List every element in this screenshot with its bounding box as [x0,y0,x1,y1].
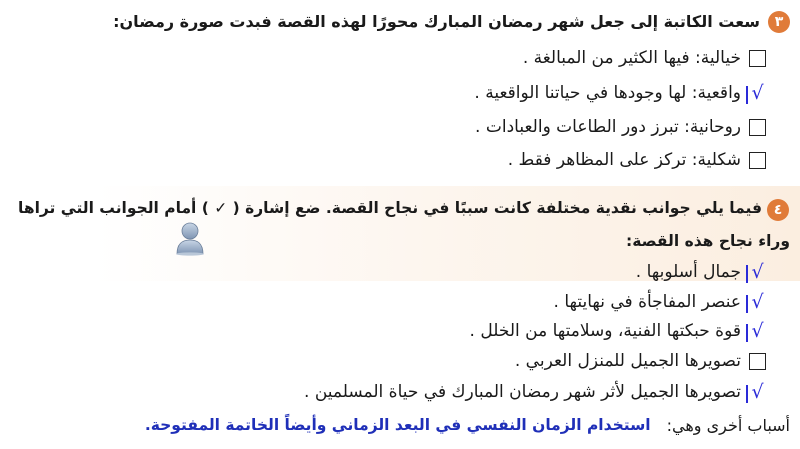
question-4-prompt-line-2: وراء نجاح هذه القصة: [626,232,790,250]
q4-option-3[interactable] [470,318,766,344]
checkmark-icon[interactable]: √ [749,84,766,103]
q4-option-4-label: تصويرها الجميل للمنزل العربي . [514,351,741,371]
q3-option-4-label: شكلية: تركز على المظاهر فقط . [507,150,741,170]
empty-checkbox-icon[interactable] [749,353,766,370]
checkmark-icon[interactable]: √ [749,293,766,312]
other-reasons-row [145,412,790,438]
q3-option-1-label: خيالية: فيها الكثير من المبالغة . [522,48,741,68]
question-3 [0,0,800,185]
question-4-prompt-line-1: فيما يلي جوانب نقدية مختلفة كانت سببًا في نجاح القصة. ضع إشارة ( ✓ ) أمام الجوانب التي تراها [18,199,762,217]
checkmark-icon[interactable]: √ [749,383,766,402]
other-reasons-answer[interactable]: استخدام الزمان النفسي في البعد الزماني وأيضاً الخاتمة المفتوحة. [144,416,651,434]
q3-option-2-label: واقعية: لها وجودها في حياتنا الواقعية . [474,83,741,103]
q4-option-1-label: جمال أسلوبها . [635,262,741,282]
checkmark-icon[interactable]: √ [749,263,766,282]
question-4-number-badge: ٤ [767,199,789,221]
q4-option-5[interactable] [304,379,766,405]
q4-option-5-label: تصويرها الجميل لأثر شهر رمضان المبارك في حياة المسلمين . [304,382,741,402]
q3-option-1[interactable] [523,45,766,71]
q4-option-3-label: قوة حبكتها الفنية، وسلامتها من الخلل . [469,321,741,341]
user-avatar-icon[interactable] [175,220,205,256]
other-reasons-label: أسباب أخرى وهي: [666,415,790,435]
question-3-number-badge: ٣ [768,11,790,33]
question-3-prompt: سعت الكاتبة إلى جعل شهر رمضان المبارك محورًا لهذه القصة فبدت صورة رمضان: [113,12,760,31]
empty-checkbox-icon[interactable] [749,119,766,136]
q4-option-4[interactable] [515,348,766,374]
q3-option-2[interactable] [474,80,766,106]
checkmark-icon[interactable]: √ [749,322,766,341]
q4-option-1[interactable] [636,259,766,285]
q4-option-2-label: عنصر المفاجأة في نهايتها . [553,292,741,312]
q3-option-4[interactable] [508,147,766,173]
empty-checkbox-icon[interactable] [749,50,766,67]
q3-option-3-label: روحانية: تبرز دور الطاعات والعبادات . [475,117,741,137]
q3-option-3[interactable] [475,114,766,140]
empty-checkbox-icon[interactable] [749,152,766,169]
q4-option-2[interactable] [554,289,766,315]
